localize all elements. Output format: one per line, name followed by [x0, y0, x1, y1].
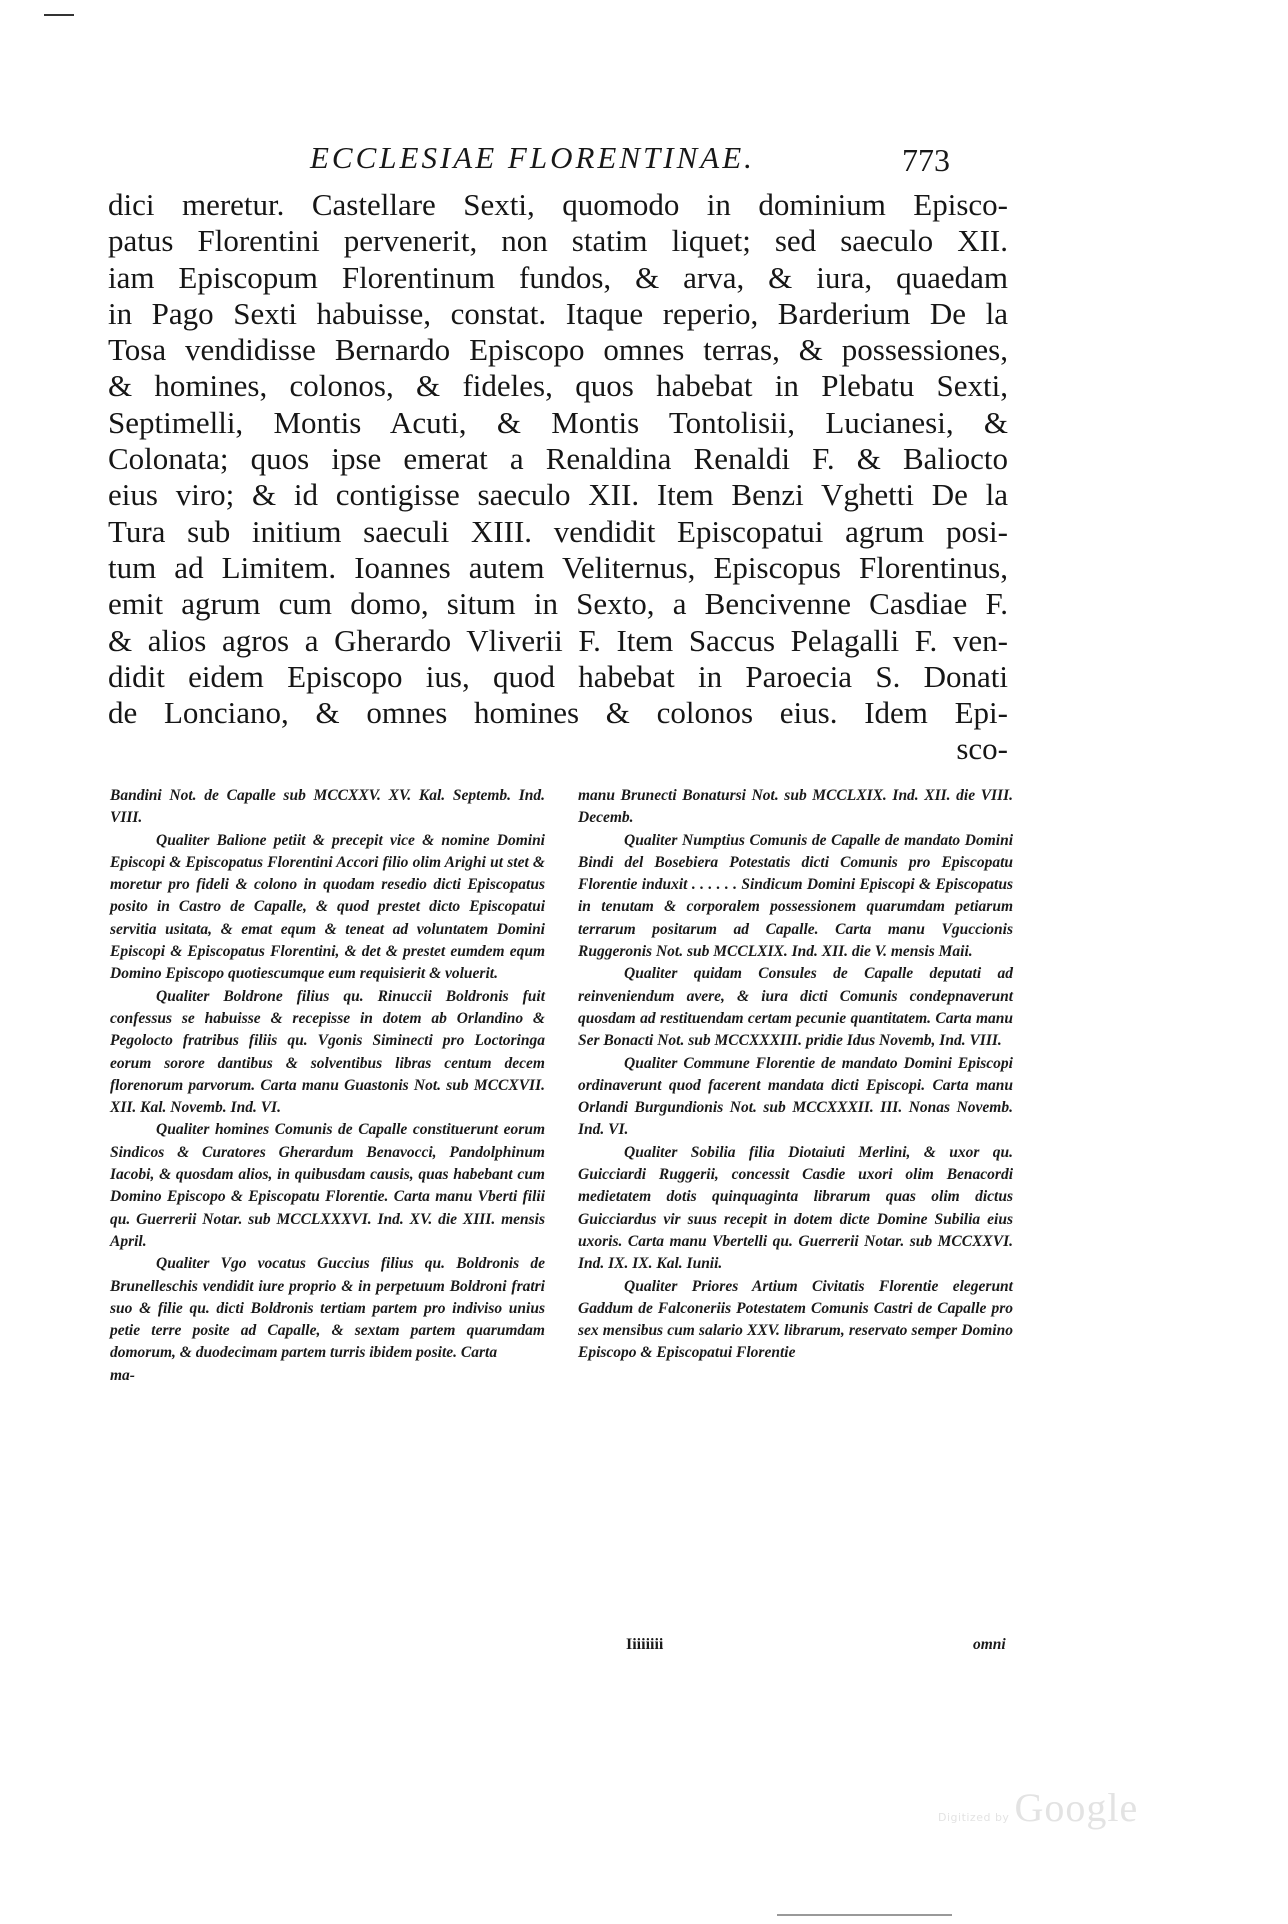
main-text-line: patus Florentini pervenerit, non statim liquet; sed saeculo XII.	[108, 223, 1008, 259]
main-text-line: de Lonciano, & omnes homines & colonos eius. Idem Epi-	[108, 695, 1008, 731]
main-text-line: in Pago Sexti habuisse, constat. Itaque reperio, Barderium De la	[108, 295, 1008, 331]
running-header: ECCLESIAE FLORENTINAE.	[310, 140, 755, 175]
main-text-line: Tosa vendidisse Bernardo Episcopo omnes terras, & possessiones,	[108, 332, 1008, 368]
corner-mark	[44, 14, 74, 16]
bottom-rule	[777, 1914, 952, 1916]
page-number: 773	[902, 142, 950, 178]
digitized-watermark	[938, 1784, 1138, 1831]
main-text-line: Septimelli, Montis Acuti, & Montis Tontolisii, Lucianesi, &	[108, 404, 1008, 440]
footnote-paragraph: Qualiter Sobilia filia Diotaiuti Merlini, & uxor qu. Guicciardi Ruggerii, concessit Casdie uxori olim Benacordi medietatem dotis quinquaginta librarum quas olim dictus Guicciardus vir suus recepit in dotem dicte Domine Subilia eius uxoris. Carta manu Vbertelli qu. Guerrerii Notar. sub MCCXXVI. Ind. IX. IX. Kal. Iunii.	[578, 1143, 1013, 1273]
main-text-line: dici meretur. Castellare Sexti, quomodo in dominium Episco-	[108, 187, 1008, 222]
main-text-line: Tura sub initium saeculi XIII. vendidit Episcopatui agrum posi-	[108, 513, 1008, 549]
footnote-paragraph: Qualiter quidam Consules de Capalle deputati ad reinveniendum avere, & iura dicti Comunis condepnaverunt quosdam ad restituendam certam pecunie quantitatem. Carta manu Ser Bonacti Not. sub MCCXXXIII. pridie Idus Novemb, Ind. VIII.	[578, 965, 1013, 1050]
main-text-line: tum ad Limitem. Ioannes autem Veliternus, Episcopus Florentinus,	[108, 549, 1008, 585]
footnote-paragraph: Qualiter Numptius Comunis de Capalle de mandato Domini Bindi del Bosebiera Potestatis dicti Comunis pro Episcopatu Florentie induxit . . . . . . Sindicum Domini Episcopi & Episcopatus in tenutam & corporalem possessionem quarumdam petiarum terrarum positarum ad Capalle. Carta manu Vguccionis Ruggeronis Not. sub MCCLXIX. Ind. XII. die V. mensis Maii.	[578, 831, 1013, 961]
footnote-paragraph: Qualiter Boldrone filius qu. Rinuccii Boldronis fuit confessus se habuisse & recepisse in dotem ab Orlandino & Pegolocto fratribus filiis qu. Vgonis Siminecti pro Loctoringa eorum sorore dantibus & solventibus libras centum decem florenorum parvorum. Carta manu Guastonis Not. sub MCCXVII. XII. Kal. Novemb. Ind. VI.	[110, 987, 545, 1117]
signature-mark: Iiiiiiii	[626, 1636, 664, 1653]
footnote-paragraph: Bandini Not. de Capalle sub MCCXXV. XV. Kal. Septemb. Ind. VIII.	[110, 787, 545, 827]
footnote-paragraph: Qualiter homines Comunis de Capalle constituerunt eorum Sindicos & Curatores Gherardum Benavocci, Pandolphinum Iacobi, & quosdam alios, in quibusdam causis, quas habebant cum Domino Episcopo & Episcopatu Florentie. Carta manu Vberti filii qu. Guerrerii Notar. sub MCCLXXXVI. Ind. XV. die XIII. mensis April.	[110, 1121, 545, 1250]
main-text-line: & homines, colonos, & fideles, quos habebat in Plebatu Sexti,	[108, 368, 1008, 404]
footnote-paragraph: Qualiter Balione petiit & precepit vice & nomine Domini Episcopi & Episcopatus Florentini Accori filio olim Arighi ut stet & moretur pro fideli & colono in quodam resedio dicti Episcopatus posito in Castro de Capalle, & quod prestet dicto Episcopatui servitia usitata, & emat equm & teneat ad voluntatem Domini Episcopi & Episcopatus Florentini, & det & prestet eumdem equm Domino Episcopo quotiescumque eum requisierit & voluerit.	[110, 831, 545, 983]
main-text-line: eius viro; & id contigisse saeculo XII. Item Benzi Vghetti De la	[108, 477, 1008, 513]
main-text-line: emit agrum cum domo, situm in Sexto, a Bencivenne Casdiae F.	[108, 586, 1008, 622]
footnote-paragraph: manu Brunecti Bonatursi Not. sub MCCLXIX. Ind. XII. die VIII. Decemb.	[578, 787, 1013, 827]
footnote-paragraph: Qualiter Commune Florentie de mandato Domini Episcopi ordinaverunt quod facerent mandata dicti Episcopi. Carta manu Orlandi Burgundionis Not. sub MCCXXXII. III. Nonas Novemb. Ind. VI.	[578, 1054, 1013, 1139]
watermark-caption: Digitized by	[938, 1811, 1010, 1824]
google-logo: Google	[1014, 1785, 1139, 1830]
main-text-line: & alios agros a Gherardo Vliverii F. Item Saccus Pelagalli F. ven-	[108, 622, 1008, 658]
main-text-line: didit eidem Episcopo ius, quod habebat in Paroecia S. Donati	[108, 658, 1008, 694]
footnotes-left-column	[110, 785, 545, 1387]
main-text-line: Colonata; quos ipse emerat a Renaldina Renaldi F. & Baliocto	[108, 441, 1008, 477]
footnote-paragraph: Qualiter Priores Artium Civitatis Florentie elegerunt Gaddum de Falconeriis Potestatem Comunis Castri de Capalle pro sex mensibus cum salario XXV. librarum, reservato semper Domino Episcopo & Episcopatui Florentie	[578, 1277, 1013, 1362]
main-text-line: iam Episcopum Florentinum fundos, & arva, & iura, quaedam	[108, 259, 1008, 295]
footnote-paragraph: Qualiter Vgo vocatus Guccius filius qu. Boldronis de Brunelleschis vendidit iure proprio & in perpetuum Boldroni fratri suo & filie qu. dicti Boldronis tertiam partem pro indiviso unius petie terre posite ad Capalle, & sextam partem quarumdam domorum, & duodecimam partem turris ibidem posite. Carta	[110, 1255, 545, 1362]
footnote-catchword: omni	[973, 1636, 1006, 1653]
footnotes-right-column	[578, 785, 1013, 1365]
footnote-catchword: ma-	[110, 1366, 135, 1384]
main-text-block	[108, 187, 1008, 768]
main-text-catchword: sco-	[956, 731, 1008, 767]
